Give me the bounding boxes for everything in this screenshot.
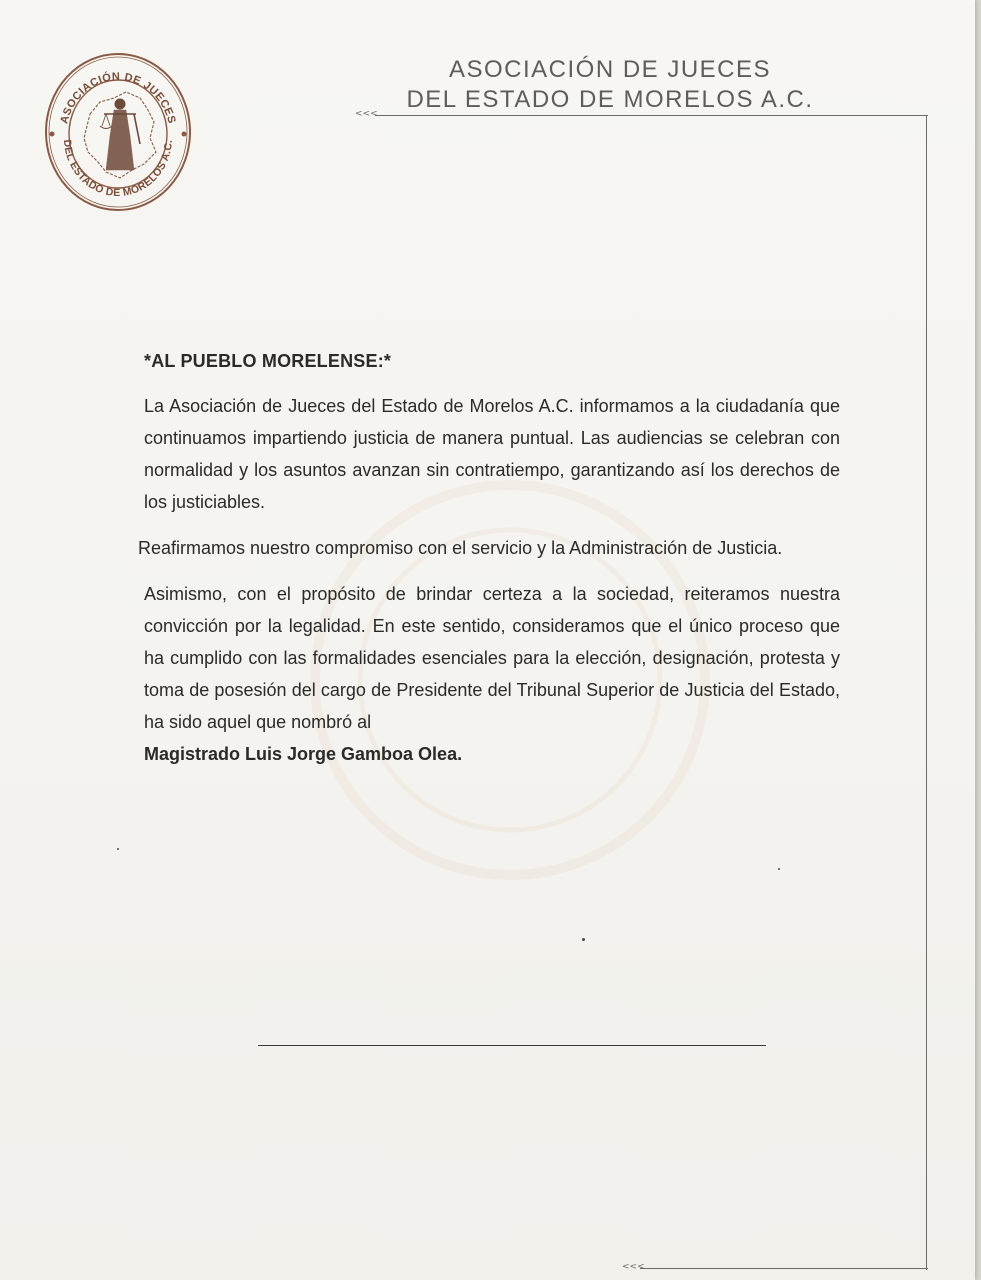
frame-line-bottom <box>640 1268 928 1269</box>
signature-line <box>258 1045 766 1046</box>
frame-ornament-top: <<< <box>355 109 378 119</box>
magistrate-name: Magistrado Luis Jorge Gamboa Olea. <box>144 744 463 764</box>
letter-paragraph-1: La Asociación de Jueces del Estado de Morelos A.C. informamos a la ciudadanía que continuamos impartiendo justicia de manera puntual. Las audiencias se celebran con normalidad y los asuntos avanzan sin contratiempo, garantizando así los derechos de los justiciables. <box>144 396 840 512</box>
association-seal-logo <box>44 52 192 212</box>
svg-text:ASOCIACIÓN DE JUECES: ASOCIACIÓN DE JUECES <box>58 70 178 126</box>
paper-speck <box>117 848 119 850</box>
letter-body <box>138 345 840 784</box>
paper-speck <box>582 938 585 941</box>
letter-salutation: *AL PUEBLO MORELENSE:* <box>144 351 392 371</box>
header-line-1: ASOCIACIÓN DE JUECES <box>448 56 772 83</box>
letter-paragraph-2: Reafirmamos nuestro compromiso con el servicio y la Administración de Justicia. <box>138 538 783 558</box>
frame-line-right <box>926 115 927 1270</box>
association-name-header <box>360 55 860 115</box>
paper-speck <box>778 868 780 870</box>
frame-line-top <box>375 115 928 116</box>
header-line-2: DEL ESTADO DE MORELOS A.C. <box>406 86 814 113</box>
letter-paragraph-3-text: Asimismo, con el propósito de brindar certeza a la sociedad, reiteramos nuestra convicción por la legalidad. En este sentido, consideramos que el único proceso que ha cumplido con las formalidades esenciales para la elección, designación, protesta y toma de posesión del cargo de Presidente del Tribunal Superior de Justicia del Estado, ha sido aquel que nombró al <box>144 584 840 732</box>
svg-text:DEL ESTADO DE MORELOS A.C.: DEL ESTADO DE MORELOS A.C. <box>60 139 175 200</box>
frame-ornament-bottom: <<< <box>622 1262 645 1272</box>
letter-paragraph-3 <box>138 578 840 770</box>
